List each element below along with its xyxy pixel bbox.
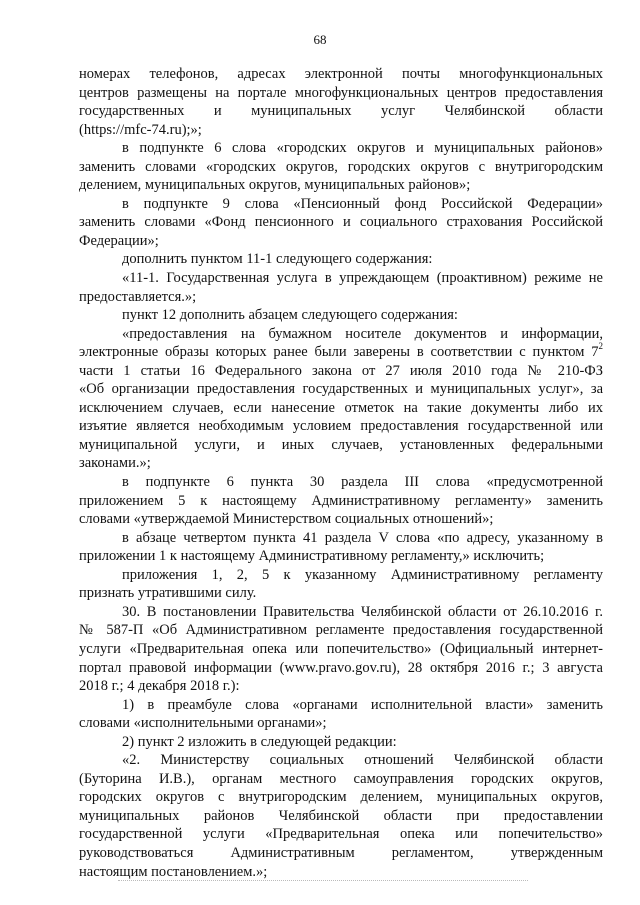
text-line bbox=[79, 362, 603, 381]
text-line-content: портал правовой информации (www.pravo.gov.ru), 28 октября 2016 г.; 3 августа bbox=[79, 659, 603, 676]
text-line-content: заменить словами «городских округов, городских округов с внутригородским bbox=[79, 158, 603, 175]
text-line-content: электронные образы которых ранее были заверены в соответствии с пунктом 7 bbox=[79, 344, 599, 361]
text-line-content: (https://mfc-74.ru);»; bbox=[79, 121, 202, 138]
text-line bbox=[79, 232, 603, 251]
text-line bbox=[79, 380, 603, 399]
text-line-content: признать утратившими силу. bbox=[79, 585, 257, 602]
text-line-content: в подпункте 6 пункта 30 раздела III слова «предусмотренной bbox=[122, 474, 603, 491]
text-line bbox=[79, 250, 603, 269]
text-line bbox=[79, 825, 603, 844]
text-line bbox=[79, 603, 603, 622]
text-line bbox=[79, 584, 603, 603]
text-line bbox=[79, 473, 603, 492]
text-line-content: приложения 1, 2, 5 к указанному Административному регламенту bbox=[122, 566, 603, 583]
text-line bbox=[79, 807, 603, 826]
text-line bbox=[79, 770, 603, 789]
text-line bbox=[79, 399, 603, 418]
text-line-content: законами.»; bbox=[79, 455, 151, 472]
text-line-content: приложении 1 к настоящему Административному регламенту,» исключить; bbox=[79, 548, 545, 565]
text-line bbox=[79, 436, 603, 455]
text-line-content: в подпункте 6 слова «городских округов и муниципальных районов» bbox=[122, 140, 603, 157]
text-line bbox=[79, 102, 603, 121]
text-line-content: № 587-П «Об Административном регламенте предоставления государственной bbox=[79, 622, 603, 639]
text-line-content: дополнить пунктом 11-1 следующего содержания: bbox=[122, 251, 433, 268]
text-line bbox=[79, 529, 603, 548]
text-line bbox=[79, 121, 603, 140]
text-line-content: государственной услуги «Предварительная опека или попечительство» bbox=[79, 826, 603, 843]
superscript: 2 bbox=[598, 341, 603, 352]
text-line bbox=[79, 788, 603, 807]
text-line bbox=[79, 863, 603, 882]
text-line bbox=[79, 621, 603, 640]
text-line bbox=[79, 547, 603, 566]
text-line bbox=[79, 269, 603, 288]
text-line bbox=[79, 751, 603, 770]
text-line bbox=[79, 510, 603, 529]
text-line-content: пункт 12 дополнить абзацем следующего содержания: bbox=[122, 307, 458, 324]
text-line-content: исключением случаев, если нанесение отметок на такие документы либо их bbox=[79, 399, 603, 416]
text-line bbox=[79, 640, 603, 659]
text-line-content: 2) пункт 2 изложить в следующей редакции: bbox=[122, 733, 397, 750]
text-line-content: в абзаце четвертом пункта 41 раздела V слова «по адресу, указанному в bbox=[122, 529, 603, 546]
text-line-content: городских округов с внутригородским делением, муниципальных округов, bbox=[79, 789, 603, 806]
text-line bbox=[79, 325, 603, 344]
text-line bbox=[79, 733, 603, 752]
text-line bbox=[79, 306, 603, 325]
text-line-content: «11-1. Государственная услуга в упреждающем (проактивном) режиме не bbox=[122, 270, 603, 287]
text-line bbox=[79, 343, 603, 362]
text-line-content: (Буторина И.В.), органам местного самоуправления городских округов, bbox=[79, 770, 603, 787]
text-line-content: «Об организации предоставления государственных и муниципальных услуг», за bbox=[79, 381, 603, 398]
text-line bbox=[79, 659, 603, 678]
text-line-content: словами «утверждаемой Министерством социальных отношений»; bbox=[79, 511, 494, 528]
text-line-content: части 1 статьи 16 Федерального закона от 27 июля 2010 года № 210-ФЗ bbox=[79, 362, 603, 379]
text-line bbox=[79, 566, 603, 585]
text-line-content: заменить словами «Фонд пенсионного и социального страхования Российской bbox=[79, 214, 603, 231]
text-line bbox=[79, 158, 603, 177]
text-line-content: центров размещены на портале многофункциональных центров предоставления bbox=[79, 84, 603, 101]
text-line-content: предоставляется.»; bbox=[79, 288, 197, 305]
text-line-content: «2. Министерству социальных отношений Челябинской области bbox=[122, 752, 603, 769]
text-line-content: в подпункте 9 слова «Пенсионный фонд Российской Федерации» bbox=[122, 195, 603, 212]
text-line-content: изъятие является необходимым условием предоставления государственной или bbox=[79, 418, 603, 435]
text-line-content: услуги «Предварительная опека или попечительство» (Официальный интернет- bbox=[79, 640, 603, 657]
text-line bbox=[79, 454, 603, 473]
text-line-content: «предоставления на бумажном носителе документов и информации, bbox=[122, 325, 603, 342]
text-line-content: Федерации»; bbox=[79, 232, 159, 249]
text-line-content: 30. В постановлении Правительства Челябинской области от 26.10.2016 г. bbox=[122, 603, 603, 620]
text-line-content: 2018 г.; 4 декабря 2018 г.): bbox=[79, 678, 240, 695]
text-line bbox=[79, 84, 603, 103]
text-line-content: номерах телефонов, адресах электронной почты многофункциональных bbox=[79, 66, 603, 82]
text-line bbox=[79, 195, 603, 214]
text-line-content: приложением 5 к настоящему Административному регламенту» заменить bbox=[79, 492, 603, 509]
text-line bbox=[79, 714, 603, 733]
text-line bbox=[79, 213, 603, 232]
text-line bbox=[79, 417, 603, 436]
document-body bbox=[79, 65, 603, 881]
text-line-content: 1) в преамбуле слова «органами исполнительной власти» заменить bbox=[122, 696, 603, 713]
text-line-content: муниципальной услуги, и иных случаев, установленных федеральными bbox=[79, 436, 603, 453]
text-line bbox=[79, 844, 603, 863]
text-line-content: государственных и муниципальных услуг Челябинской области bbox=[79, 103, 603, 120]
text-line-content: руководствоваться Административным регламентом, утвержденным bbox=[79, 844, 603, 861]
text-line bbox=[79, 288, 603, 307]
footer-divider bbox=[118, 880, 528, 881]
text-line-content: словами «исполнительными органами»; bbox=[79, 715, 327, 732]
text-line-content: настоящим постановлением.»; bbox=[79, 863, 268, 880]
text-line bbox=[79, 492, 603, 511]
text-line-content: муниципальных районов Челябинской области при предоставлении bbox=[79, 807, 603, 824]
text-line bbox=[79, 65, 603, 84]
text-line bbox=[79, 139, 603, 158]
page-number: 68 bbox=[313, 32, 327, 47]
text-line bbox=[79, 677, 603, 696]
text-line bbox=[79, 696, 603, 715]
text-line bbox=[79, 176, 603, 195]
text-line-content: делением, муниципальных округов, муниципальных районов»; bbox=[79, 177, 471, 194]
